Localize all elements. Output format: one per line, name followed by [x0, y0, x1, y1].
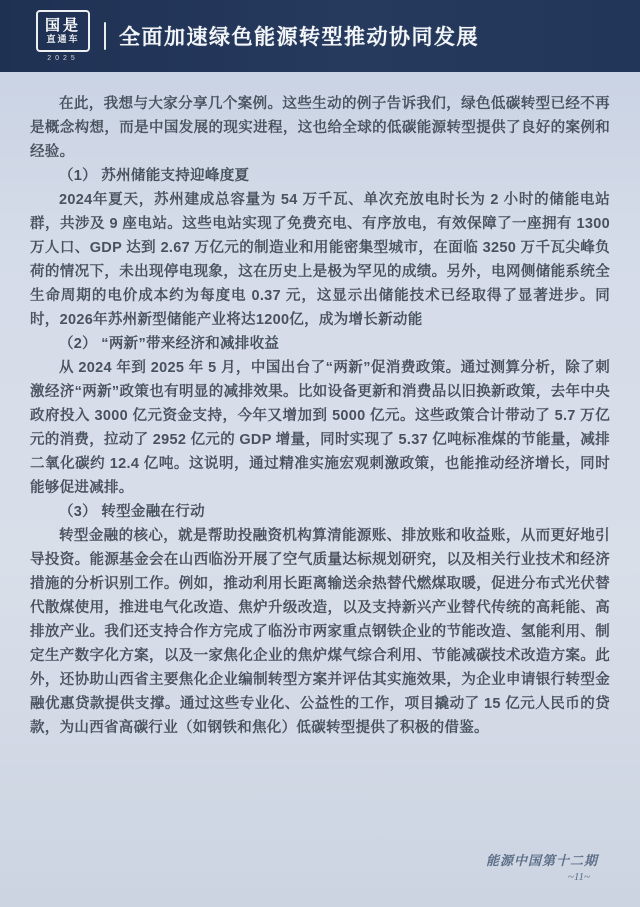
section-heading-2: （2） “两新”带来经济和减排收益	[59, 336, 280, 352]
page-number: ~11~	[567, 871, 590, 883]
section-heading-1: （1） 苏州储能支持迎峰度夏	[59, 168, 250, 184]
header-divider	[104, 22, 106, 50]
logo-box	[36, 10, 90, 52]
journal-title: 能源中国第十二期	[485, 853, 598, 868]
page-footer	[486, 850, 598, 883]
section-body-2: 从 2024 年到 2025 年 5 月，中国出台了“两新”促消费政策。通过测算分析，除了刺激经济“两新”政策也有明显的减排效果。比如设备更新和消费品以旧换新政策，去年中央政府投入 3000 亿元资金支持，今年又增加到 5000 亿元。这些政策合计带动了 5.7 万亿元的消费，拉动了 2952 亿元的 GDP 增量，同时实现了 5.37 亿吨标准煤的节能量，减排二氧化碳约 12.4 亿吨。这说明，通过精准实施宏观刺激政策，也能推动经济增长，同时能够促进减排。	[30, 360, 610, 496]
logo-text-top: 国是	[44, 17, 81, 34]
page-header	[0, 0, 640, 72]
section-body-3: 转型金融的核心，就是帮助投融资机构算清能源账、排放账和收益账，从而更好地引导投资。能源基金会在山西临汾开展了空气质量达标规划研究，以及相关行业技术和经济措施的分析识别工作。例如，推动利用长距离输送余热替代燃煤取暖，促进分布式光伏替代散煤使用，推进电气化改造、焦炉升级改造，以及支持新兴产业替代传统的高耗能、高排放产业。我们还支持合作方完成了临汾市两家重点钢铁企业的节能改造、氢能利用、制定生产数字化方案，以及一家焦化企业的焦炉煤气综合利用、节能减碳技术改造方案。此外，还协助山西省主要焦化企业编制转型方案并评估其实施效果，为企业申请银行转型金融优惠贷款提供支撑。通过这些专业化、公益性的工作，项目撬动了 15 亿元人民币的贷款，为山西省高碳行业（如钢铁和焦化）低碳转型提供了积极的借鉴。	[30, 528, 610, 736]
guoshi-logo	[36, 10, 90, 62]
logo-year: 2025	[47, 55, 79, 62]
page-title: 全面加速绿色能源转型推动协同发展	[119, 26, 479, 49]
logo-text-bottom: 直通车	[46, 34, 80, 44]
section-body-1: 2024年夏天，苏州建成总容量为 54 万千瓦、单次充放电时长为 2 小时的储能电站群，共涉及 9 座电站。这些电站实现了免费充电、有序放电，有效保障了一座拥有 1300 万人口、GDP 达到 2.67 万亿元的制造业和用能密集型城市，在面临 3250 万千瓦尖峰负荷的情况下，未出现停电现象，这在历史上是极为罕见的成绩。另外，电网侧储能系统全生命周期的电价成本约为每度电 0.37 元，这显示出储能技术已经取得了显著进步。同时，2026年苏州新型储能产业将达1200亿，成为增长新动能	[30, 192, 610, 328]
intro-paragraph: 在此，我想与大家分享几个案例。这些生动的例子告诉我们，绿色低碳转型已经不再是概念构想，而是中国发展的现实进程，这也给全球的低碳能源转型提供了良好的案例和经验。	[30, 96, 610, 160]
article-content	[0, 72, 640, 740]
section-heading-3: （3） 转型金融在行动	[59, 504, 205, 520]
